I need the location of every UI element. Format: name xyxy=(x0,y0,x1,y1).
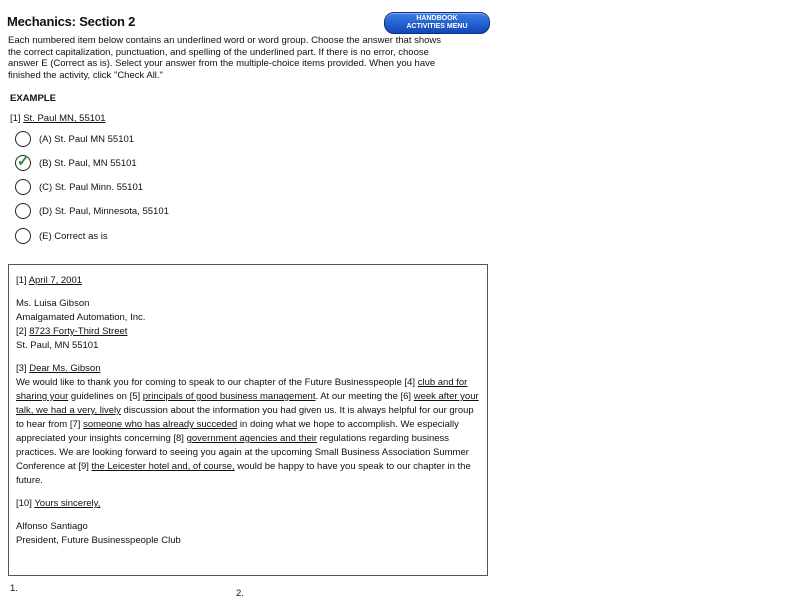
option-label: (B) St. Paul, MN 55101 xyxy=(39,157,137,169)
underlined-item-9[interactable]: the Leicester hotel and, of course, xyxy=(91,461,235,472)
item-number: [4] xyxy=(404,377,416,388)
body-text: regulations regarding business practices. We are looking forward to seeing you again at the upcoming Small Business Association Summer Conference at xyxy=(16,433,469,472)
option-label: (A) St. Paul MN 55101 xyxy=(39,133,135,145)
underlined-item-7[interactable]: someone who has already succeded xyxy=(83,419,238,430)
handbook-activities-menu-button[interactable] xyxy=(384,12,490,34)
closing-line xyxy=(16,497,479,511)
menu-button-line1: HANDBOOK xyxy=(416,15,458,22)
recipient-company: Amalgamated Automation, Inc. xyxy=(16,312,146,323)
signer-title: President, Future Businesspeople Club xyxy=(16,535,181,546)
question-1-label: 1. xyxy=(10,583,18,594)
check-mark-icon: ✓ xyxy=(17,153,30,170)
item-number: [1] xyxy=(16,275,27,286)
item-number: [3] xyxy=(16,363,27,374)
radio-button[interactable] xyxy=(15,155,31,171)
example-question xyxy=(10,113,106,124)
body-text: We would like to thank you for coming to speak to our chapter of the Future Businesspeople xyxy=(16,377,405,388)
item-number: [9] xyxy=(78,461,89,472)
radio-button[interactable] xyxy=(15,228,31,244)
underlined-item-10[interactable]: Yours sincerely, xyxy=(34,498,101,509)
underlined-item-8[interactable]: government agencies and their xyxy=(186,433,318,444)
example-number: [1] xyxy=(10,113,21,124)
underlined-item-4[interactable]: club and for sharing your xyxy=(16,377,468,402)
instructions-text: Each numbered item below contains an underlined word or word group. Choose the answer that shows the correct capitalization, punctuation, and spelling of the underlined part. If there is no error, choose answer E (Correct as is). Select your answer from the multiple-choice items provided. When you have finished the activity, click "Check All." xyxy=(8,35,442,81)
signer-name: Alfonso Santiago xyxy=(16,521,88,532)
question-2-label: 2. xyxy=(236,588,244,599)
underlined-item-2[interactable]: 8723 Forty-Third Street xyxy=(29,326,128,337)
body-text: guidelines on xyxy=(68,391,130,402)
example-label: EXAMPLE xyxy=(10,93,56,104)
item-number: [10] xyxy=(16,498,32,509)
radio-button[interactable] xyxy=(15,179,31,195)
example-underlined-text: St. Paul MN, 55101 xyxy=(23,113,106,124)
recipient-street-line xyxy=(16,325,479,339)
example-option-c[interactable] xyxy=(15,178,143,196)
underlined-item-6[interactable]: week after your talk, we had a very, lively xyxy=(16,391,479,416)
recipient-name: Ms. Luisa Gibson xyxy=(16,298,90,309)
salutation-line xyxy=(16,362,479,376)
item-number: [5] xyxy=(129,391,141,402)
example-option-e[interactable] xyxy=(15,227,108,245)
page-title: Mechanics: Section 2 xyxy=(7,14,136,29)
radio-button[interactable] xyxy=(15,131,31,147)
underlined-item-1[interactable]: April 7, 2001 xyxy=(28,275,83,286)
menu-button-line2: ACTIVITIES MENU xyxy=(406,23,468,30)
body-text: in doing what we hope to accomplish. We especially appreciated your insights concerning xyxy=(16,419,459,444)
item-number: [2] xyxy=(16,326,27,337)
item-number: [7] xyxy=(69,419,81,430)
body-text: discussion about the information you had given us. It is always helpful for our group to hear from xyxy=(16,405,474,430)
item-number: [6] xyxy=(400,391,412,402)
item-number: [8] xyxy=(173,433,184,444)
example-option-a[interactable] xyxy=(15,130,134,148)
option-label: (C) St. Paul Minn. 55101 xyxy=(39,181,144,193)
letter-date-line xyxy=(16,274,479,288)
option-label: (E) Correct as is xyxy=(39,230,108,242)
radio-button[interactable] xyxy=(15,203,31,219)
recipient-city: St. Paul, MN 55101 xyxy=(16,340,99,351)
example-option-d[interactable] xyxy=(15,202,169,220)
example-option-b[interactable] xyxy=(15,154,137,172)
body-text: would be happy to have you speak to our chapter in the future. xyxy=(16,461,471,486)
underlined-item-5[interactable]: principals of good business management xyxy=(142,391,316,402)
body-text: . At our meeting the xyxy=(315,391,401,402)
letter-body xyxy=(16,376,479,488)
underlined-item-3[interactable]: Dear Ms. Gibson xyxy=(29,363,101,374)
business-letter-box xyxy=(8,264,488,576)
option-label: (D) St. Paul, Minnesota, 55101 xyxy=(39,205,169,217)
